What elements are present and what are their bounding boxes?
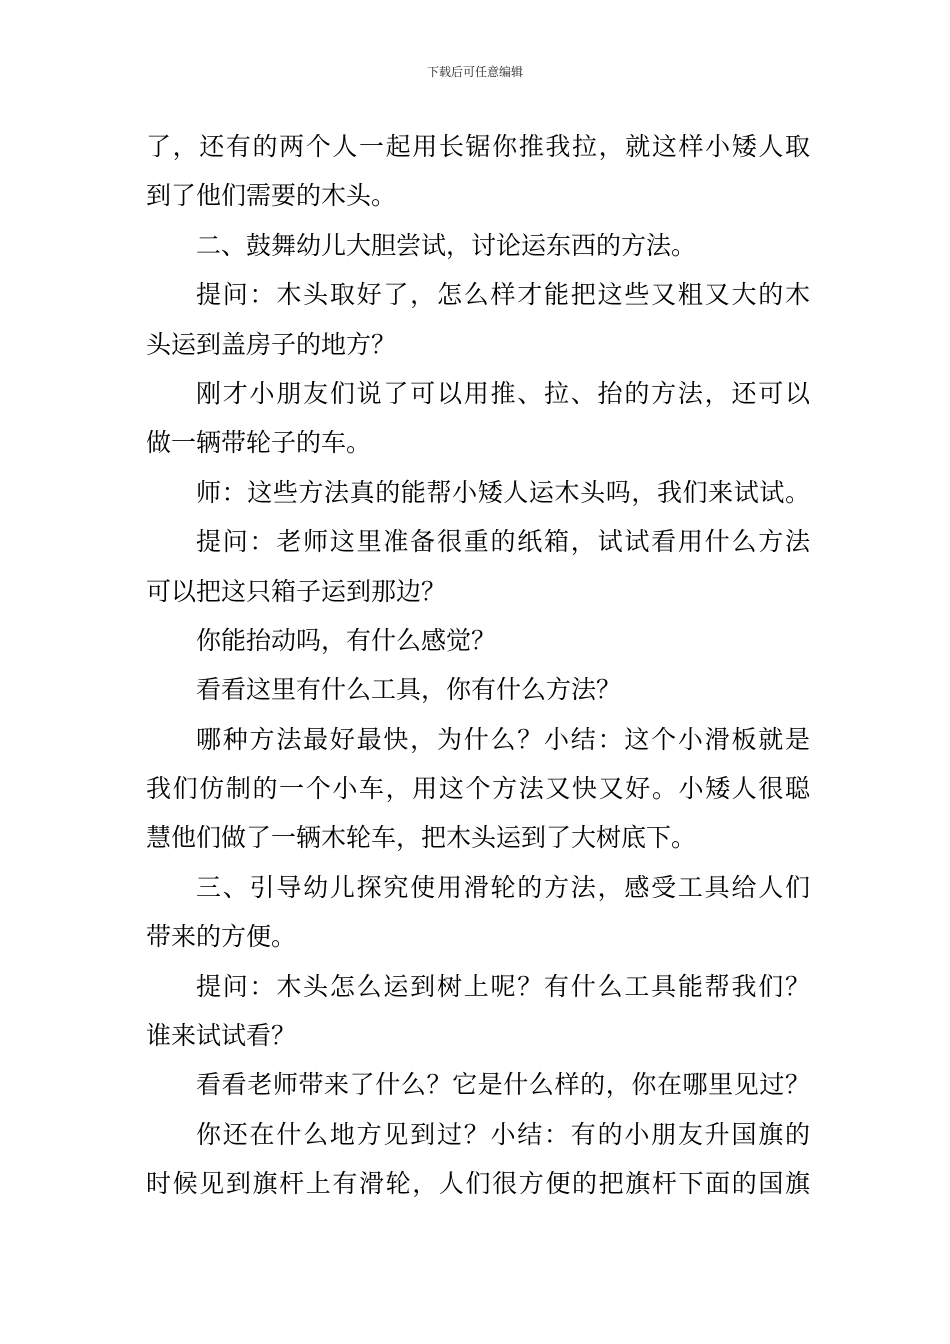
- paragraph-line: 提问：老师这里准备很重的纸箱，试试看用什么方法: [196, 527, 810, 557]
- paragraph-line: 提问：木头怎么运到树上呢？有什么工具能帮我们？: [196, 971, 810, 1001]
- paragraph-line: 我们仿制的一个小车，用这个方法又快又好。小矮人很聪: [146, 774, 810, 804]
- paragraph-line: 带来的方便。: [146, 922, 297, 952]
- paragraph-line: 看看这里有什么工具，你有什么方法？: [196, 675, 622, 705]
- paragraph-line: 刚才小朋友们说了可以用推、拉、抬的方法，还可以: [196, 378, 810, 408]
- paragraph-line: 看看老师带来了什么？它是什么样的，你在哪里见过？: [196, 1070, 810, 1100]
- page-header: 下载后可任意编辑: [426, 65, 523, 79]
- paragraph-line: 三、引导幼儿探究使用滑轮的方法，感受工具给人们: [196, 872, 810, 902]
- paragraph-line: 哪种方法最好最快，为什么？小结：这个小滑板就是: [196, 724, 810, 754]
- paragraph-line: 了，还有的两个人一起用长锯你推我拉，就这样小矮人取: [146, 132, 810, 161]
- paragraph-line: 到了他们需要的木头。: [146, 181, 397, 211]
- paragraph-line: 时候见到旗杆上有滑轮，人们很方便的把旗杆下面的国旗: [146, 1169, 810, 1199]
- paragraph-line: 谁来试试看？: [146, 1021, 297, 1051]
- paragraph-line: 可以把这只箱子运到那边？: [146, 576, 447, 606]
- paragraph-line: 头运到盖房子的地方？: [146, 329, 397, 359]
- paragraph-line: 提问：木头取好了，怎么样才能把这些又粗又大的木: [196, 280, 810, 310]
- paragraph-line: 做一辆带轮子的车。: [146, 428, 372, 458]
- paragraph-line: 二、鼓舞幼儿大胆尝试，讨论运东西的方法。: [196, 230, 697, 260]
- paragraph-line: 你还在什么地方见到过？小结：有的小朋友升国旗的: [196, 1119, 810, 1149]
- paragraph-line: 师：这些方法真的能帮小矮人运木头吗，我们来试试。: [196, 477, 810, 507]
- paragraph-line: 你能抬动吗，有什么感觉？: [196, 625, 497, 655]
- paragraph-line: 慧他们做了一辆木轮车，把木头运到了大树底下。: [146, 823, 697, 853]
- document-body: [146, 122, 810, 1209]
